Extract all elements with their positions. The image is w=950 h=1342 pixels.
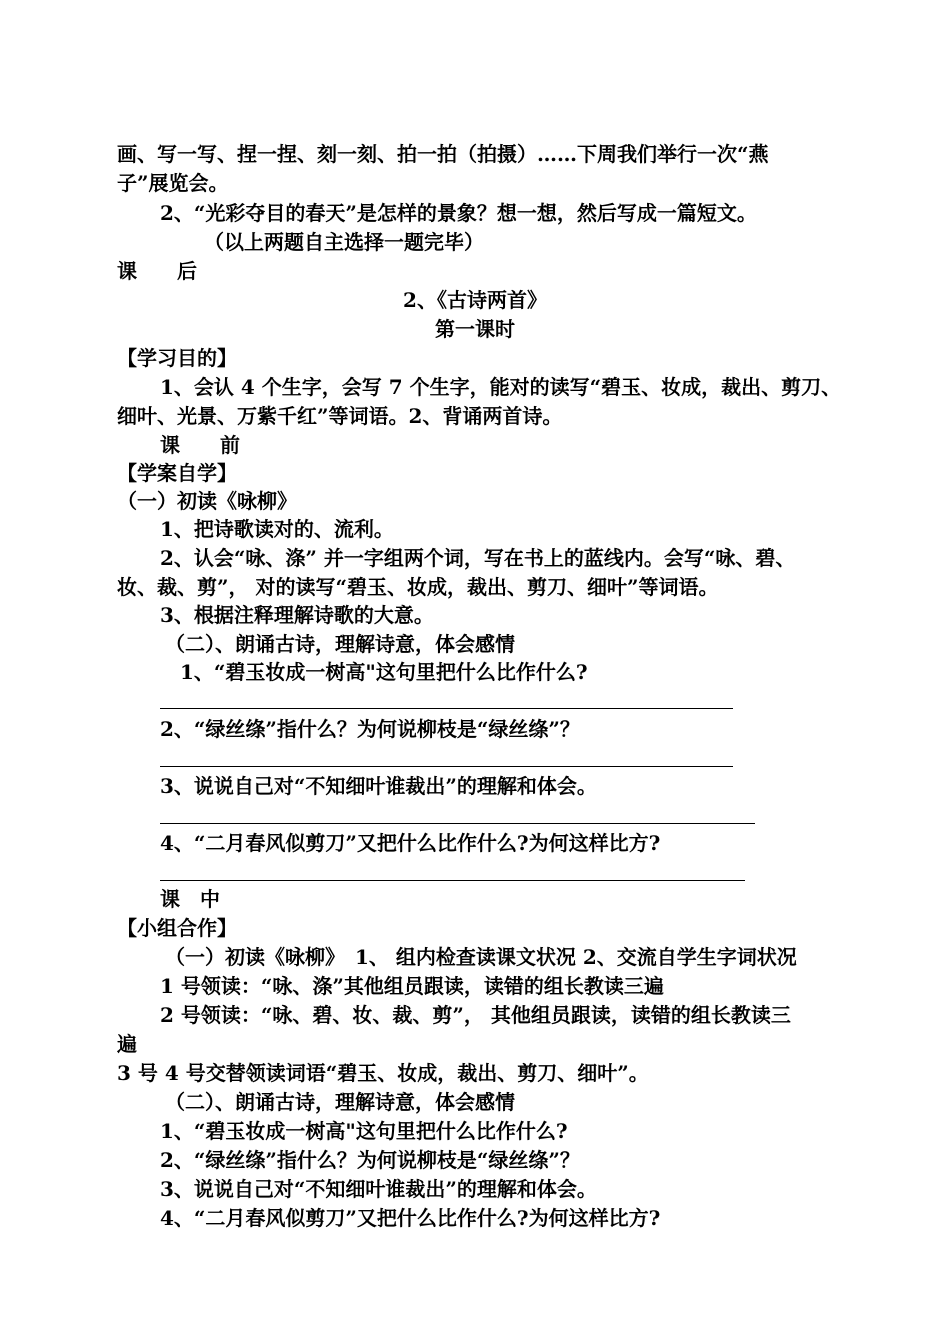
answer-line xyxy=(160,880,745,881)
text-line: （二）、朗诵古诗，理解诗意，体会感情 xyxy=(165,632,515,656)
heading-group-work: 【小组合作】 xyxy=(117,916,237,940)
question-1: 1、“碧玉妆成一树高"这句里把什么比作什么? xyxy=(160,1119,568,1143)
text-line: 细叶、光景、万紫千红”等词语。2、背诵两首诗。 xyxy=(117,404,563,428)
answer-line xyxy=(160,766,733,767)
text-line: 妆、裁、剪”， 对的读写“碧玉、妆成，裁出、剪刀、细叶”等词语。 xyxy=(117,575,719,599)
text-line: （以上两题自主选择一题完毕） xyxy=(204,230,484,254)
lesson-title: 2、《古诗两首》 xyxy=(403,288,547,312)
question-3: 3、说说自己对“不知细叶谁裁出”的理解和体会。 xyxy=(160,1177,597,1201)
text-line: （二）、朗诵古诗，理解诗意，体会感情 xyxy=(165,1090,515,1114)
section-label-before-class: 课 前 xyxy=(160,433,240,457)
question-1: 1、“碧玉妆成一树高"这句里把什么比作什么? xyxy=(180,660,588,684)
question-2: 2、“绿丝绦”指什么？为何说柳枝是“绿丝绦”？ xyxy=(160,717,580,741)
section-label-in-class: 课 中 xyxy=(160,887,220,911)
text-line: 3 号 4 号交替领读词语“碧玉、妆成，裁出、剪刀、细叶”。 xyxy=(117,1061,649,1085)
text-line: 1 号领读：“咏、涤”其他组员跟读，读错的组长教读三遍 xyxy=(160,974,664,998)
question-4: 4、“二月春风似剪刀”又把什么比作什么?为何这样比方? xyxy=(160,1206,661,1230)
text-line: 3、根据注释理解诗歌的大意。 xyxy=(160,603,434,627)
text-line: 1、会认 4 个生字，会写 7 个生字，能对的读写“碧玉、妆成，裁出、剪刀、 xyxy=(160,375,842,399)
answer-line xyxy=(160,823,755,824)
text-line: （一）初读《咏柳》 1、 组内检查读课文状况 2、交流自学生字词状况 xyxy=(165,945,797,969)
text-line: （一）初读《咏柳》 xyxy=(117,489,297,513)
text-line: 2 号领读：“咏、碧、妆、裁、剪”， 其他组员跟读，读错的组长教读三 xyxy=(160,1003,791,1027)
heading-learning-goals: 【学习目的】 xyxy=(117,346,237,370)
question-3: 3、说说自己对“不知细叶谁裁出”的理解和体会。 xyxy=(160,774,597,798)
text-line: 1、把诗歌读对的、流利。 xyxy=(160,517,394,541)
text-line: 2、认会“咏、涤” 并一字组两个词，写在书上的蓝线内。会写“咏、碧、 xyxy=(160,546,796,570)
answer-line xyxy=(160,708,733,709)
question-4: 4、“二月春风似剪刀”又把什么比作什么?为何这样比方? xyxy=(160,831,661,855)
lesson-subtitle: 第一课时 xyxy=(435,317,515,341)
heading-self-study: 【学案自学】 xyxy=(117,461,237,485)
text-line: 遍 xyxy=(117,1032,137,1056)
text-line: 2、“光彩夺目的春天”是怎样的景象？想一想，然后写成一篇短文。 xyxy=(160,201,757,225)
question-2: 2、“绿丝绦”指什么？为何说柳枝是“绿丝绦”？ xyxy=(160,1148,580,1172)
text-line: 子”展览会。 xyxy=(117,171,229,195)
section-label-after-class: 课 后 xyxy=(117,259,197,283)
text-line: 画、写一写、捏一捏、刻一刻、拍一拍（拍摄）……下周我们举行一次“燕 xyxy=(117,142,769,166)
